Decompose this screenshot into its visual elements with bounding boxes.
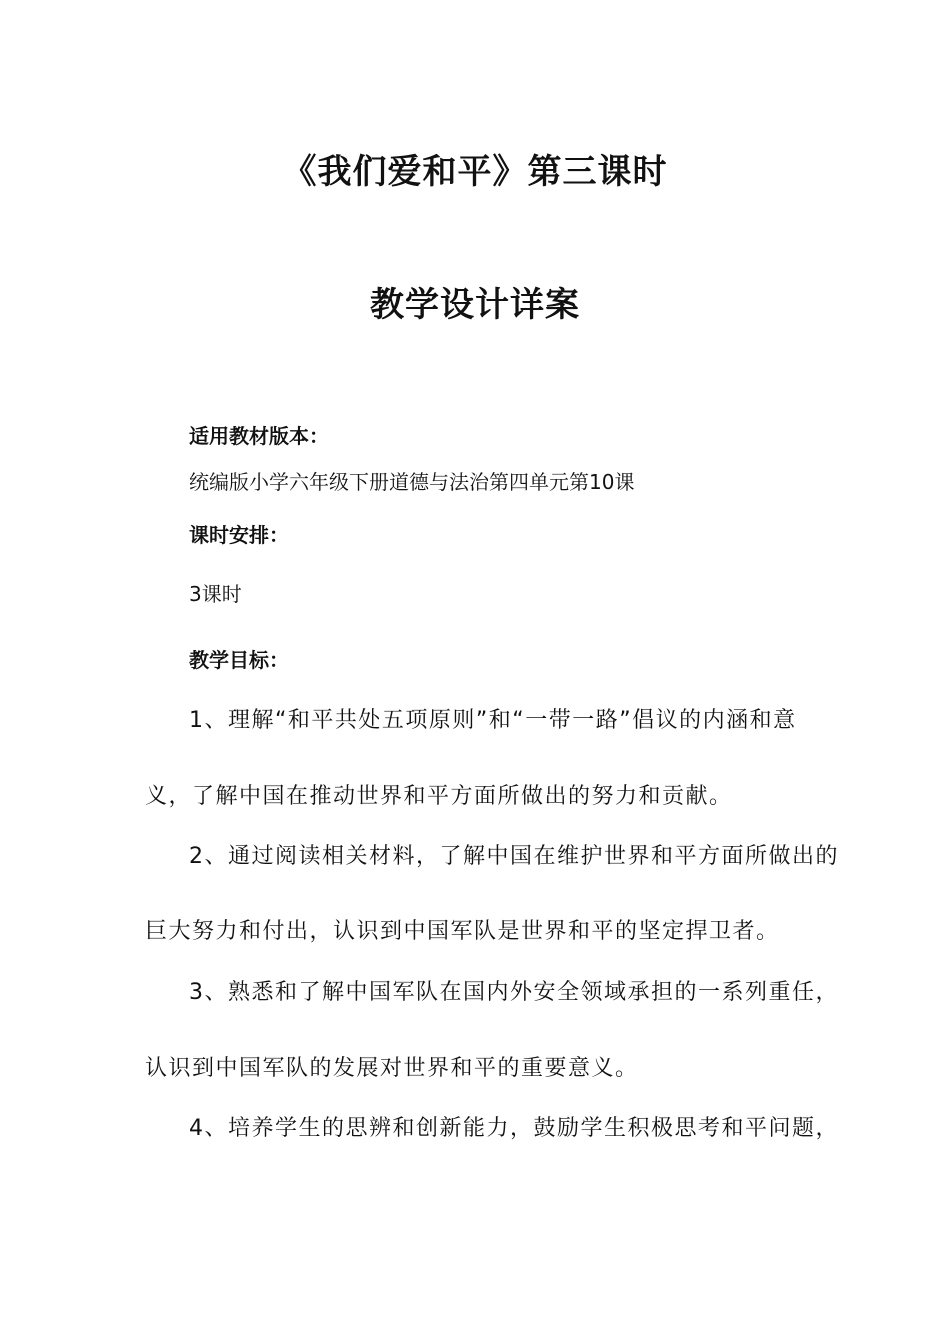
goal-1-line-2: 义，了解中国在推动世界和平方面所做出的努力和贡献。 [145,784,733,809]
textbook-value: 统编版小学六年级下册道德与法治第四单元第10课 [189,470,635,494]
schedule-label: 课时安排： [189,523,289,547]
goal-3-line-2: 认识到中国军队的发展对世界和平的重要意义。 [145,1056,639,1081]
document-subtitle: 教学设计详案 [370,285,580,325]
schedule-value: 3课时 [189,582,242,606]
goal-4-line-1: 4、培养学生的思辨和创新能力，鼓励学生积极思考和平问题， [189,1116,839,1141]
goals-label: 教学目标： [189,648,289,672]
textbook-label: 适用教材版本： [189,424,329,448]
goal-3-line-1: 3、熟悉和了解中国军队在国内外安全领域承担的一系列重任， [189,980,839,1005]
goal-1-line-1: 1、理解“和平共处五项原则”和“一带一路”倡议的内涵和意 [189,708,797,733]
goal-2-line-1: 2、通过阅读相关材料，了解中国在维护世界和平方面所做出的 [189,844,839,869]
goal-2-line-2: 巨大努力和付出，认识到中国军队是世界和平的坚定捍卫者。 [145,919,780,944]
document-title: 《我们爱和平》第三课时 [282,152,668,192]
